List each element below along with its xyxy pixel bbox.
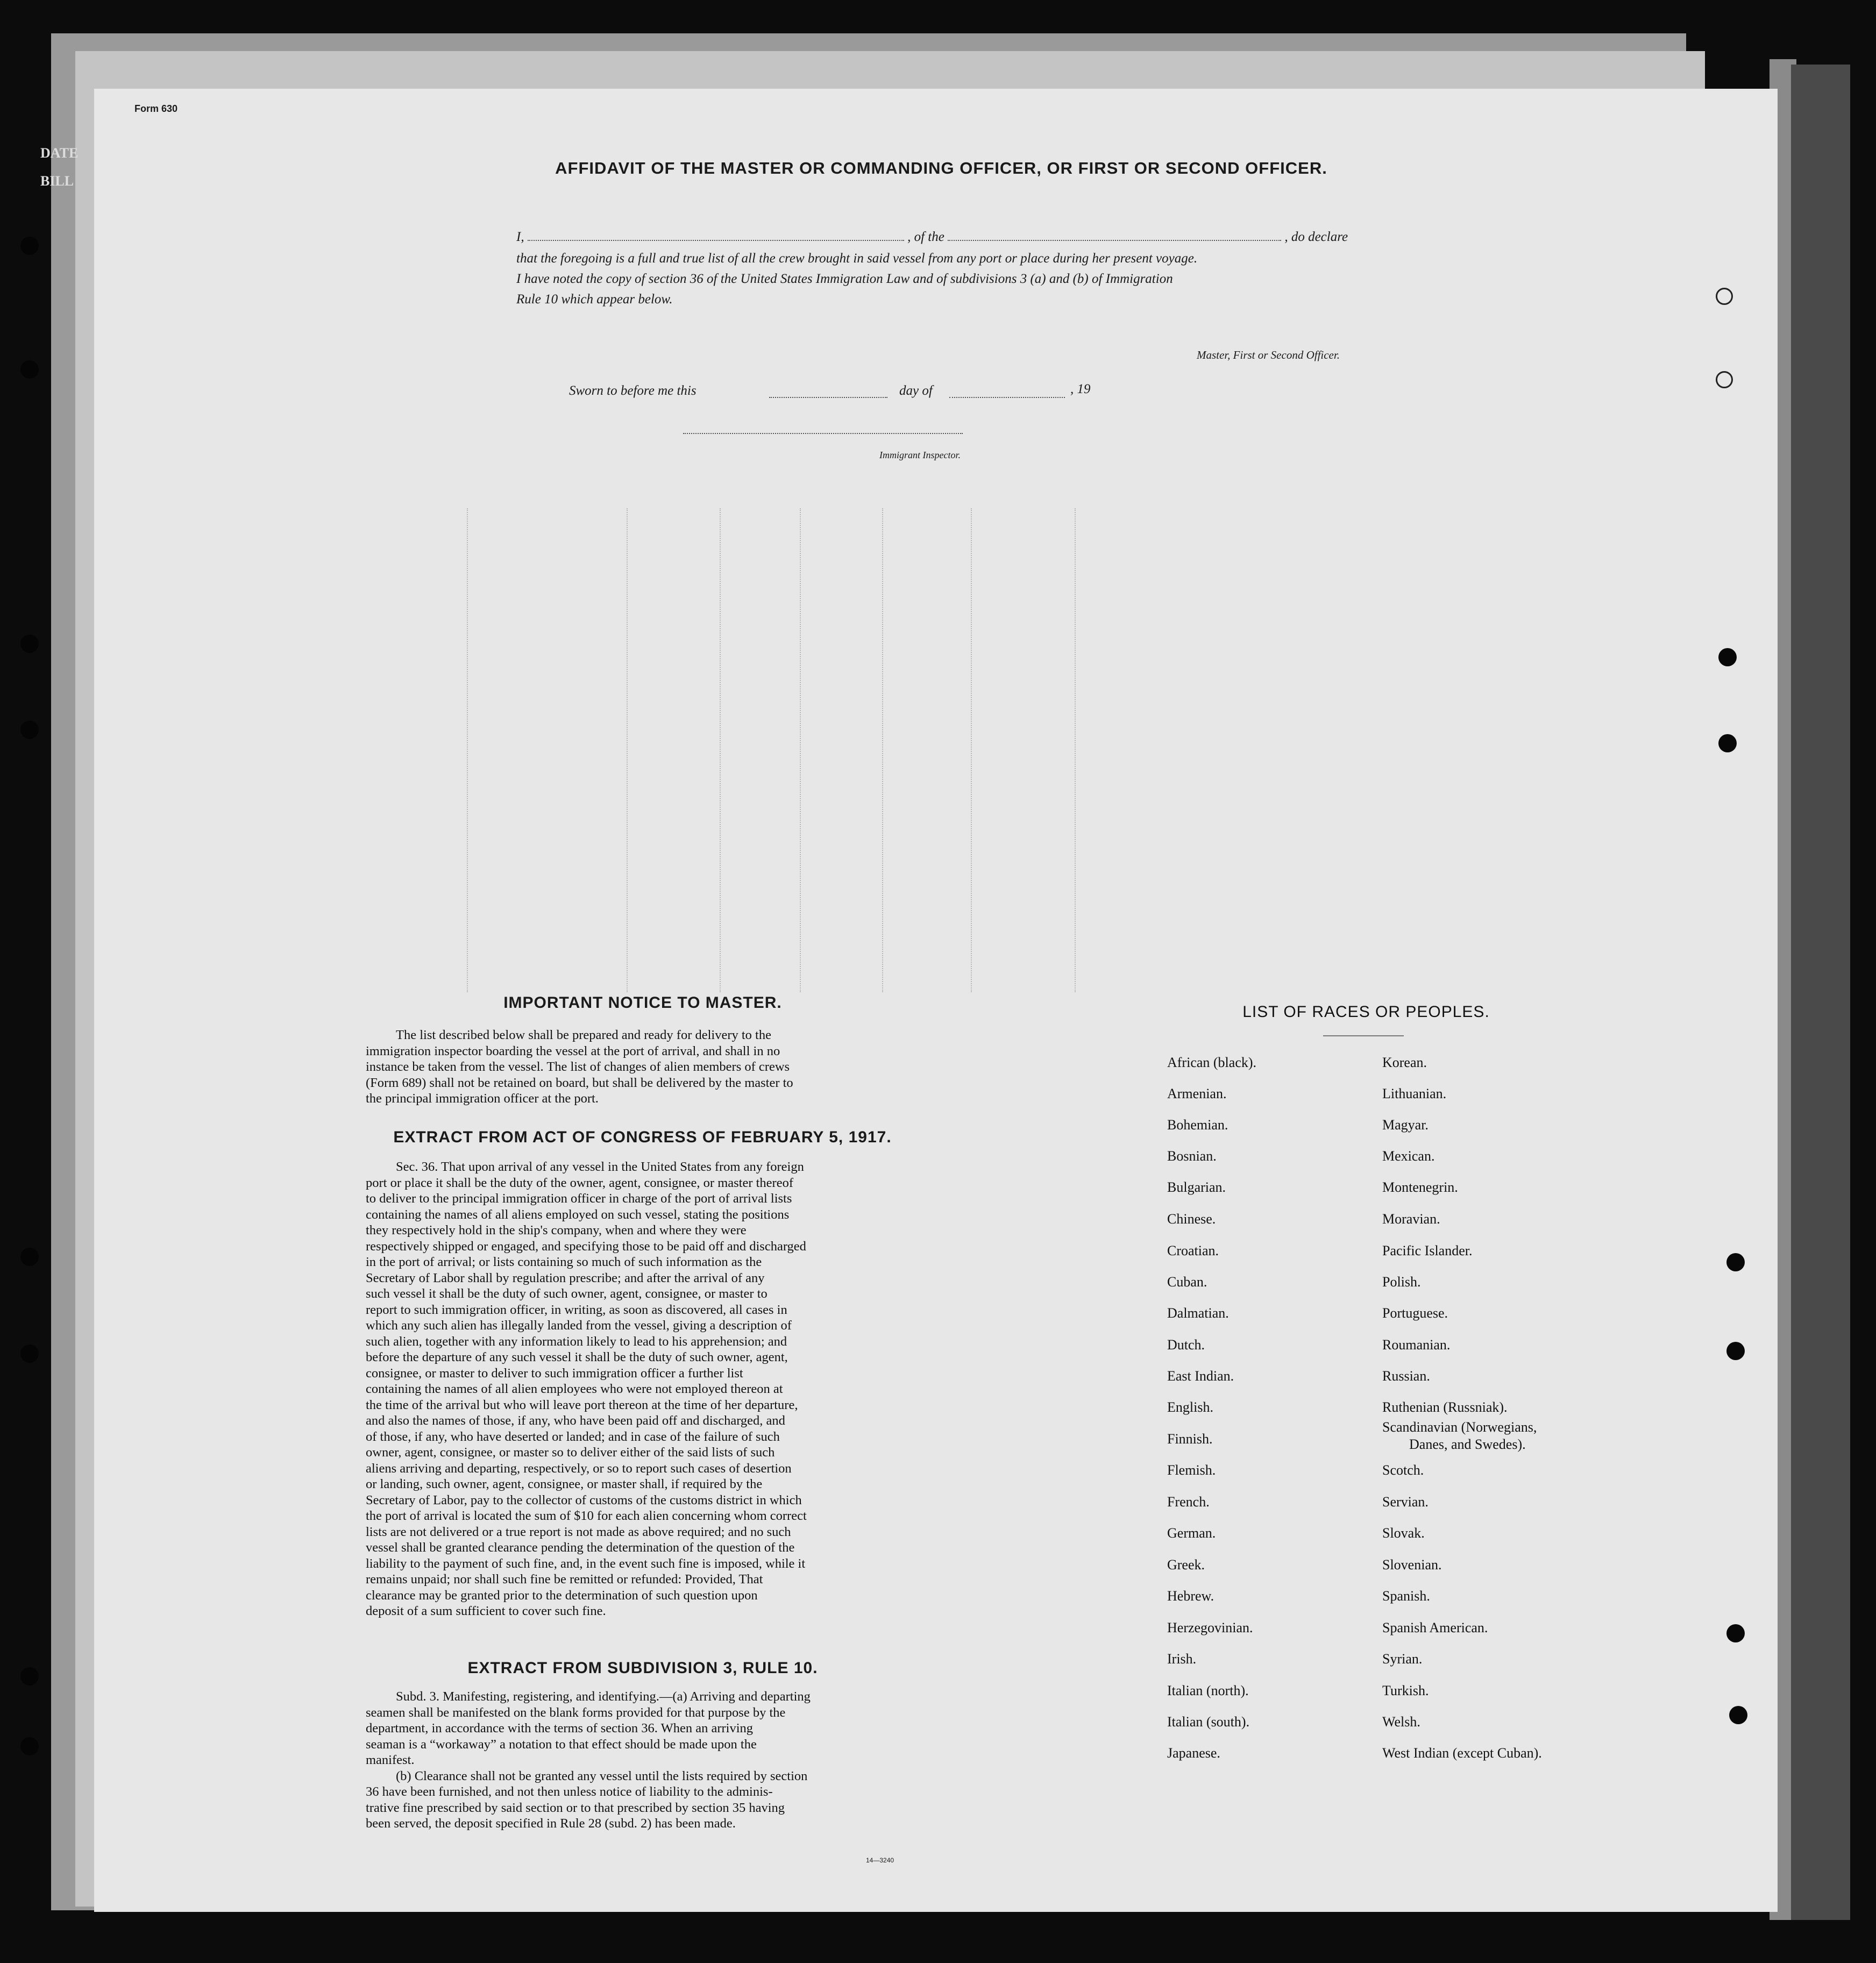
sworn-month-blank [949,397,1065,398]
paragraph-line: the port of arrival is located the sum of $10 for each alien concerning whom correct [366,1509,807,1523]
paragraph-line: Sec. 36. That upon arrival of any vessel in the United States from any foreign [396,1160,804,1174]
paragraph-line: containing the names of all alien employees who were not employed thereon at [366,1382,783,1396]
race-entry: Bohemian. [1167,1117,1228,1133]
notice-title: IMPORTANT NOTICE TO MASTER. [503,994,782,1012]
race-entry: Chinese. [1167,1211,1216,1227]
signature-label: Master, First or Second Officer. [1197,348,1340,361]
of-the-label: , of the [907,230,944,244]
race-entry: English. [1167,1399,1213,1415]
race-entry: Portuguese. [1382,1305,1448,1321]
race-entry: Spanish. [1382,1588,1430,1604]
edge-label-bill: BILL [40,173,74,189]
race-entry: Spanish American. [1382,1620,1488,1635]
paragraph-line: lists are not delivered or a true report is not made as above required; and no such [366,1524,791,1539]
paragraph-line: before the departure of any such vessel it shall be the duty of such owner, agent, [366,1350,788,1364]
notice-body [366,1027,920,1107]
paragraph-line: such alien, together with any information likely to lead to his apprehension; and [366,1334,787,1349]
notice-line: immigration inspector boarding the vessel at the port of arrival, and shall in no [366,1043,780,1058]
vessel-name-blank [948,240,1281,241]
binder-hole [20,1737,39,1755]
binder-hole [1726,1253,1745,1271]
binder-hole [1716,371,1733,388]
paragraph-line: which any such alien has illegally landed from the vessel, giving a description of [366,1318,792,1333]
year-label: , 19 [1070,382,1091,396]
race-entry: Russian. [1382,1368,1430,1384]
race-entry: Italian (south). [1167,1714,1250,1730]
paragraph-line: the time of the arrival but who will leave port thereon at the time of her departure, [366,1397,798,1412]
binder-hole [20,360,39,379]
binder-hole [1726,1342,1745,1360]
column-rule [971,508,972,992]
binder-hole [1718,734,1737,752]
paragraph-line: 36 have been furnished, and not then unless notice of liability to the adminis- [366,1784,773,1799]
paragraph-line: Secretary of Labor shall by regulation prescribe; and after the arrival of any [366,1270,765,1285]
race-entry: Polish. [1382,1274,1421,1290]
race-entry: Flemish. [1167,1462,1216,1478]
race-entry: Syrian. [1382,1651,1423,1667]
inspector-signature-blank [683,433,963,434]
paragraph-line: seaman is a “workaway” a notation to that effect should be made upon the [366,1737,757,1752]
race-entry: Dutch. [1167,1337,1205,1353]
race-entry: Pacific Islander. [1382,1243,1473,1258]
paragraph-line: been served, the deposit specified in Rule 28 (subd. 2) has been made. [366,1816,736,1831]
form-number: Form 630 [134,103,178,114]
paragraph-line: report to such immigration officer, in writing, as soon as discovered, all cases in [366,1302,787,1317]
edge-label-date: DATE [40,145,79,161]
act-extract-body [366,1159,925,1619]
notice-line: The list described below shall be prepared and ready for delivery to the [396,1028,771,1042]
race-entry: French. [1167,1494,1210,1510]
binder-hole [20,1345,39,1363]
paragraph-line: consignee, or master to deliver to such immigration officer a further list [366,1365,743,1381]
paragraph-line: port or place it shall be the duty of the owner, agent, consignee, or master thereof [366,1175,793,1190]
rule-extract-title: EXTRACT FROM SUBDIVISION 3, RULE 10. [467,1659,818,1677]
affidavit-title: AFFIDAVIT OF THE MASTER OR COMMANDING OFFICER, OR FIRST OR SECOND OFFICER. [555,159,1327,177]
paragraph-line: aliens arriving and departing, respectively, or so to report such cases of desertion [366,1461,792,1476]
print-code: 14—3240 [866,1857,894,1864]
paragraph-line: they respectively hold in the ship's company, when and where they were [366,1223,747,1237]
paragraph-line: vessel shall be granted clearance pending the determination of the question of the [366,1540,795,1555]
binder-hole [1718,648,1737,666]
race-entry: Greek. [1167,1557,1205,1573]
race-entry: Welsh. [1382,1714,1420,1730]
race-entry: Slovak. [1382,1525,1425,1541]
races-title-rule [1323,1035,1404,1036]
race-entry: Cuban. [1167,1274,1207,1290]
column-rule [467,508,468,992]
act-extract-title: EXTRACT FROM ACT OF CONGRESS OF FEBRUARY 5, 1917. [393,1128,892,1146]
race-entry: Bosnian. [1167,1148,1217,1164]
race-entry-continuation: Danes, and Swedes). [1409,1436,1526,1452]
affidavit-statement-3: Rule 10 which appear below. [516,292,673,307]
column-rule [627,508,628,992]
column-rule [800,508,801,992]
paragraph-line: seamen shall be manifested on the blank forms provided for that purpose by the [366,1705,786,1720]
race-entry: Japanese. [1167,1745,1220,1761]
rule-extract-body [366,1689,925,1832]
race-entry: Servian. [1382,1494,1429,1510]
race-entry: Turkish. [1382,1683,1429,1698]
race-entry: Dalmatian. [1167,1305,1229,1321]
race-entry: East Indian. [1167,1368,1234,1384]
declarant-prefix: I, [516,230,524,244]
paragraph-line: in the port of arrival; or lists containing so much of such information as the [366,1255,762,1269]
binder-edge [1791,65,1850,1920]
paragraph-line: of those, if any, who have deserted or landed; and in case of the failure of such [366,1429,780,1444]
paragraph-line: or landing, such owner, agent, consignee, or master shall, if required by the [366,1477,763,1491]
notice-line: the principal immigration officer at the port. [366,1091,599,1106]
race-entry: Ruthenian (Russniak). [1382,1399,1508,1415]
race-entry: West Indian (except Cuban). [1382,1745,1542,1761]
paragraph-line: containing the names of all aliens employed on such vessel, stating the positions [366,1207,790,1222]
race-entry: Moravian. [1382,1211,1440,1227]
race-entry: Korean. [1382,1055,1427,1070]
paragraph-line: Subd. 3. Manifesting, registering, and identifying.—(a) Arriving and departing [396,1689,811,1704]
paragraph-line: to deliver to the principal immigration officer in charge of the port of arrival lists [366,1191,792,1206]
binder-hole [1726,1624,1745,1642]
paragraph-line: (b) Clearance shall not be granted any vessel until the lists required by section [396,1768,808,1783]
races-title: LIST OF RACES OR PEOPLES. [1242,1003,1490,1021]
notice-line: (Form 689) shall not be retained on board, but shall be delivered by the master to [366,1075,793,1090]
paragraph-line: remains unpaid; nor shall such fine be remitted or refunded: Provided, That [366,1572,763,1587]
paragraph-line: liability to the payment of such fine, and, in the event such fine is imposed, while it [366,1556,806,1571]
paragraph-line: manifest. [366,1753,415,1767]
race-entry: Scotch. [1382,1462,1424,1478]
binder-hole [20,1667,39,1685]
binder-hole [20,237,39,255]
race-entry: Slovenian. [1382,1557,1442,1573]
column-rule [1075,508,1076,992]
race-entry: German. [1167,1525,1216,1541]
race-entry: Croatian. [1167,1243,1219,1258]
declarant-name-blank [528,240,904,241]
paragraph-line: trative fine prescribed by said section or to that prescribed by section 35 having [366,1800,785,1815]
affidavit-declaration-line [516,227,1409,247]
paragraph-line: and also the names of those, if any, who have been paid off and discharged, and [366,1413,785,1428]
race-entry: Irish. [1167,1651,1197,1667]
race-entry: Scandinavian (Norwegians, [1382,1419,1537,1435]
binder-hole [20,721,39,739]
affidavit-statement-1: that the foregoing is a full and true list of all the crew brought in said vessel from any port or place during her present voyage. [516,251,1198,266]
column-rule [882,508,883,992]
race-entry: Montenegrin. [1382,1179,1458,1195]
paragraph-line: Secretary of Labor, pay to the collector of customs of the customs district in which [366,1492,802,1507]
sworn-label: Sworn to before me this [569,383,697,398]
paragraph-line: such vessel it shall be the duty of such owner, agent, consignee, or master to [366,1286,768,1301]
race-entry: Italian (north). [1167,1683,1249,1698]
race-entry: Lithuanian. [1382,1086,1447,1101]
affidavit-statement-2: I have noted the copy of section 36 of the United States Immigration Law and of subdivisions 3 (a) and (b) of Immigration [516,272,1173,286]
paragraph-line: owner, agent, consignee, or master so to deliver either of the said lists of such [366,1445,775,1460]
declare-label: , do declare [1284,230,1348,244]
binder-hole [20,1248,39,1266]
binder-hole [1729,1706,1747,1724]
inspector-label: Immigrant Inspector. [879,450,961,460]
paragraph-line: department, in accordance with the terms of section 36. When an arriving [366,1721,753,1736]
race-entry: Mexican. [1382,1148,1435,1164]
binder-hole [20,635,39,653]
race-entry: Herzegovinian. [1167,1620,1253,1635]
race-entry: Bulgarian. [1167,1179,1226,1195]
race-entry: Armenian. [1167,1086,1227,1101]
notice-line: instance be taken from the vessel. The list of changes of alien members of crews [366,1059,790,1074]
sworn-day-blank [769,397,887,398]
column-rule [720,508,721,992]
day-of-label: day of [899,383,933,398]
race-entry: Magyar. [1382,1117,1429,1133]
paragraph-line: clearance may be granted prior to the determination of such question upon [366,1588,758,1603]
race-entry: Roumanian. [1382,1337,1451,1353]
affidavit-page [94,89,1778,1912]
race-entry: African (black). [1167,1055,1257,1070]
race-entry: Finnish. [1167,1431,1213,1447]
paragraph-line: deposit of a sum sufficient to cover such fine. [366,1604,606,1618]
paragraph-line: respectively shipped or engaged, and specifying those to be paid off and discharged [366,1239,806,1254]
race-entry: Hebrew. [1167,1588,1214,1604]
binder-hole [1716,288,1733,305]
